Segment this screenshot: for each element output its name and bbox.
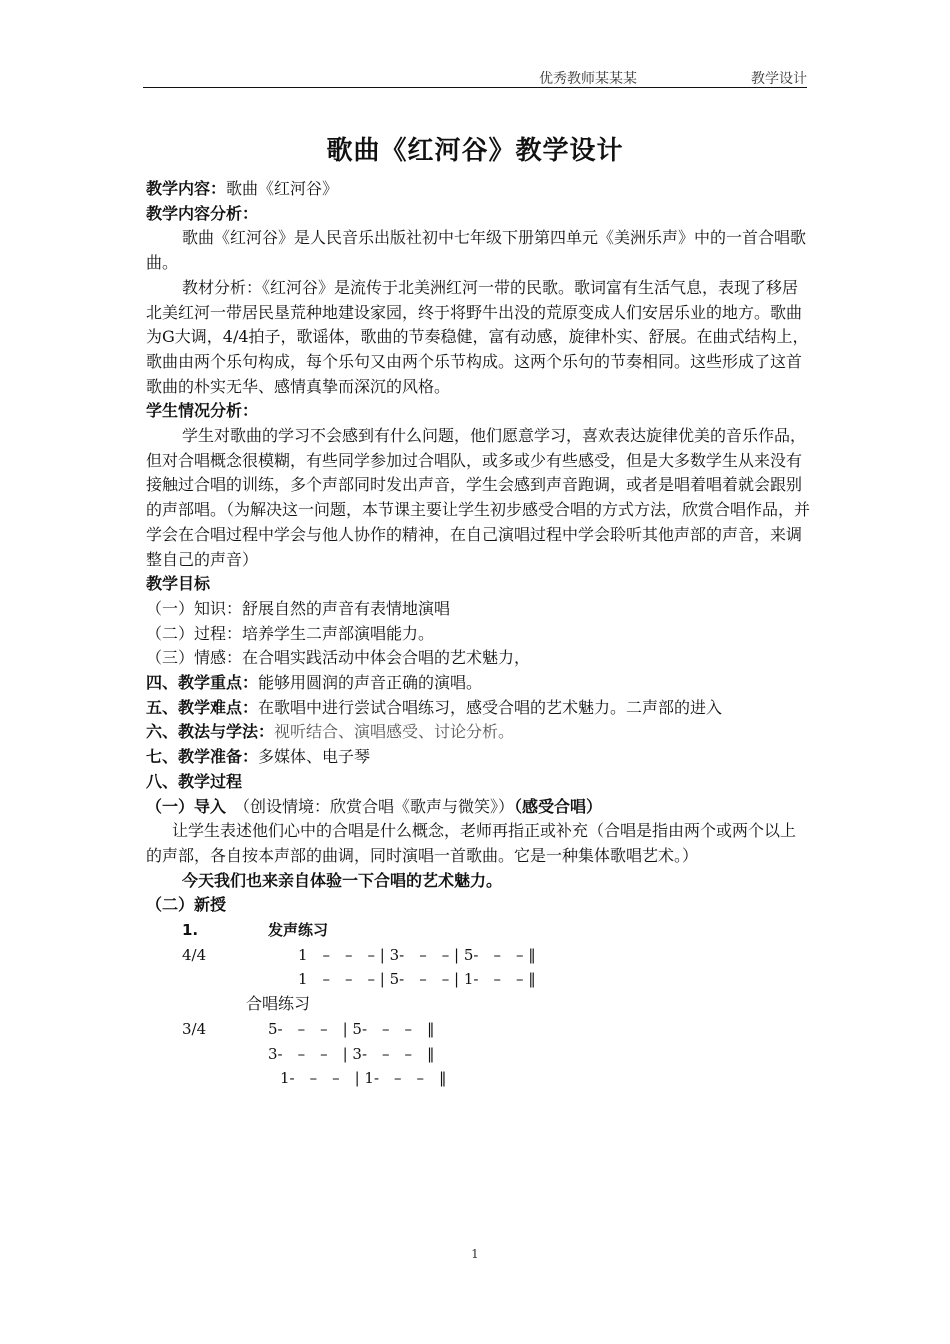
chorus-notation-2: 3- – – | 3- – – ‖ [268,1044,435,1063]
chorus-label: 合唱练习 [246,994,311,1014]
key-points-label: 四、教学重点： [146,673,259,693]
step1-label: （一）导入 [146,796,227,816]
item1-number: 1. [182,921,199,940]
goal-item-knowledge: （一）知识：舒展自然的声音有表情地演唱 [146,598,451,618]
vocal-exercise-line-2 [146,967,810,992]
step2-heading: （二）新授 [146,895,227,915]
chorus-line-3 [146,1066,810,1091]
student-analysis-paragraph: 学生对歌曲的学习不会感到有什么问题，他们愿意学习，喜欢表达旋律优美的音乐作品，但对合唱概念很模糊，有些同学参加过合唱队，或多或少有些感受，但是大多数学生从来没有接触过合唱的训练，多个声部同时发出声音，学生会感到声音跑调，或者是唱着唱着就会跟别的声部唱。（为解决这一问题，本节课主要让学生初步感受合唱的方式方法，欣赏合唱作品，并学会在合唱过程中学会与他人协作的精神，在自己演唱过程中学会聆听其他声部的声音，来调整自己的声音） [146,426,811,569]
vocal-notation-2: 1 – – – | 5- – – | 1- – – ‖ [298,970,536,989]
step1-context: （创设情境：欣赏合唱《歌声与微笑》） [242,796,515,816]
meter-4-4: 4/4 [182,945,207,964]
header-doc-type: 教学设计 [751,71,807,87]
page-number: 1 [471,1247,479,1261]
student-analysis-heading: 学生情况分析： [146,401,259,421]
chorus-notation-3: 1- – – | 1- – – ‖ [280,1069,447,1088]
difficulties-label: 五、教学难点： [146,697,259,717]
process-heading: 八、教学过程 [146,771,243,791]
vocal-notation-1: 1 – – – | 3- – – | 5- – – ‖ [298,945,536,964]
chorus-line-1 [146,1017,810,1042]
item1-label: 发声练习 [268,921,329,940]
document-title: 歌曲《红河谷》教学设计 [326,136,624,166]
key-points [146,671,810,696]
vocal-exercise-heading [146,918,810,943]
content-analysis-heading: 教学内容分析： [146,203,259,223]
goals-heading: 教学目标 [146,574,211,594]
document-body [146,177,810,1091]
content-analysis-paragraph-1: 歌曲《红河谷》是人民音乐出版社初中七年级下册第四单元《美洲乐声》中的一首合唱歌曲。 [146,228,807,273]
vocal-exercise-line-1 [146,943,810,968]
header-divider [143,87,807,88]
goal-item-process: （二）过程：培养学生二声部演唱能力。 [146,623,435,643]
step1-focus: （感受合唱） [514,796,603,816]
step1-heading [146,795,810,820]
header-author: 优秀教师某某某 [539,71,637,87]
preparation-value: 多媒体、电子琴 [258,747,371,767]
chorus-line-2 [146,1042,810,1067]
preparation [146,745,810,770]
meter-3-4: 3/4 [182,1019,207,1038]
difficulties [146,696,810,721]
methods [146,720,810,745]
content-analysis-paragraph-2: 教材分析：《红河谷》是流传于北美洲红河一带的民歌。歌词富有生活气息，表现了移居北美红河一带居民垦荒种地建设家园，终于将野牛出没的荒原变成人们安居乐业的地方。歌曲为G大调，4/4拍子，歌谣体，歌曲的节奏稳健，富有动感，旋律朴实、舒展。在曲式结构上，歌曲由两个乐句构成，每个乐句又由两个乐节构成。这两个乐句的节奏相同。这些形成了这首歌曲的朴实无华、感情真挚而深沉的风格。 [146,277,809,396]
page-header [143,64,807,88]
key-points-value: 能够用圆润的声音正确的演唱。 [258,673,483,693]
teaching-content-value: 歌曲《红河谷》 [226,179,339,198]
methods-label: 六、教法与学法： [146,722,275,742]
chorus-exercise-heading [146,992,810,1017]
methods-value: 视听结合、演唱感受、讨论分析。 [274,722,515,742]
teaching-content [146,177,810,202]
chorus-notation-1: 5- – – | 5- – – ‖ [268,1019,435,1038]
preparation-label: 七、教学准备： [146,747,259,767]
teaching-content-label: 教学内容： [146,179,227,198]
difficulties-value: 在歌唱中进行尝试合唱练习，感受合唱的艺术魅力。二声部的进入 [258,697,723,717]
goal-item-emotion: （三）情感：在合唱实践活动中体会合唱的艺术魅力， [146,648,531,668]
step1-paragraph: 让学生表述他们心中的合唱是什么概念，老师再指正或补充（合唱是指由两个或两个以上的声部，各自按本声部的曲调，同时演唱一首歌曲。它是一种集体歌唱艺术。） [146,821,797,865]
step1-conclusion: 今天我们也来亲自体验一下合唱的艺术魅力。 [182,870,503,890]
